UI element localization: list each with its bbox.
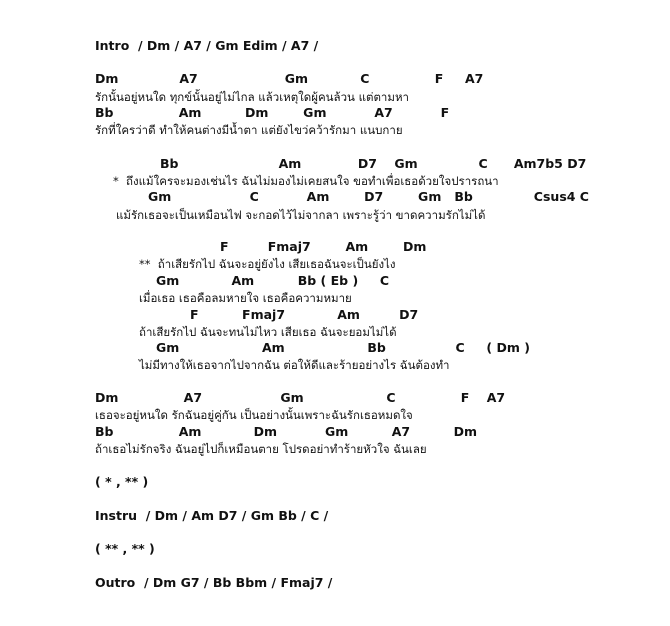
- verse1-lyrics-2: รักที่ใครว่าดี ทำให้คนต่างมีน้ำตา แต่ยังไขว่คว้ารักมา แนบกาย: [95, 123, 403, 137]
- verse2-lyrics-2: ถ้าเธอไม่รักจริง ฉันอยู่ไปก็เหมือนตาย โปรดอย่าทำร้ายหัวใจ ฉันเลย: [95, 442, 427, 456]
- verse1-lyrics-1: รักนั้นอยู่หนใด ทุกข์นั้นอยู่ไม่ไกล แล้วเหตุใดผู้คนล้วน แต่ตามหา: [95, 90, 409, 104]
- verse1-chords-2: Bb Am Dm Gm A7 F: [95, 105, 450, 120]
- intro-line: Intro / Dm / A7 / Gm Edim / A7 /: [95, 38, 319, 53]
- chorus1-chords-2: Gm C Am D7 Gm Bb Csus4 C: [148, 189, 589, 204]
- chorus2-chords-3: F Fmaj7 Am D7: [190, 307, 419, 322]
- chorus1-lyrics-1: * ถึงแม้ใครจะมองเช่นไร ฉันไม่มองไม่เคยสนใจ ขอทำเพื่อเธอด้วยใจปรารถนา: [113, 174, 499, 188]
- chorus2-lyrics-4: ไม่มีทางให้เธอจากไปจากฉัน ต่อให้ดีและร้ายอย่างไร ฉันต้องทำ: [139, 358, 450, 372]
- chorus2-chords-1: F Fmaj7 Am Dm: [220, 239, 427, 254]
- chorus2-lyrics-3: ถ้าเสียรักไป ฉันจะทนไม่ไหว เสียเธอ ฉันจะยอมไม่ได้: [139, 325, 397, 339]
- verse2-chords-1: Dm A7 Gm C F A7: [95, 390, 506, 405]
- verse1-chords-1: Dm A7 Gm C F A7: [95, 71, 484, 86]
- repeat-marker-1: ( * , ** ): [95, 474, 149, 489]
- chorus2-chords-2: Gm Am Bb ( Eb ) C: [156, 273, 390, 288]
- repeat-marker-2: ( ** , ** ): [95, 541, 155, 556]
- verse2-lyrics-1: เธอจะอยู่หนใด รักฉันอยู่คู่กัน เป็นอย่างนั้นเพราะฉันรักเธอหมดใจ: [95, 408, 413, 422]
- instru-line: Instru / Dm / Am D7 / Gm Bb / C /: [95, 508, 329, 523]
- verse2-chords-2: Bb Am Dm Gm A7 Dm: [95, 424, 478, 439]
- chorus2-lyrics-1: ** ถ้าเสียรักไป ฉันจะอยู่ยังไง เสียเธอฉันจะเป็นยังไง: [139, 257, 396, 271]
- outro-line: Outro / Dm G7 / Bb Bbm / Fmaj7 /: [95, 575, 333, 590]
- chorus1-chords-1: Bb Am D7 Gm C Am7b5 D7: [160, 156, 587, 171]
- chorus1-lyrics-2: แม้รักเธอจะเป็นเหมือนไฟ จะกอดไว้ไม่จากลา เพราะรู้ว่า ขาดความรักไม่ได้: [116, 208, 486, 222]
- chorus2-lyrics-2: เมื่อเธอ เธอคือลมหายใจ เธอคือความหมาย: [139, 291, 352, 305]
- chorus2-chords-4: Gm Am Bb C ( Dm ): [156, 340, 530, 355]
